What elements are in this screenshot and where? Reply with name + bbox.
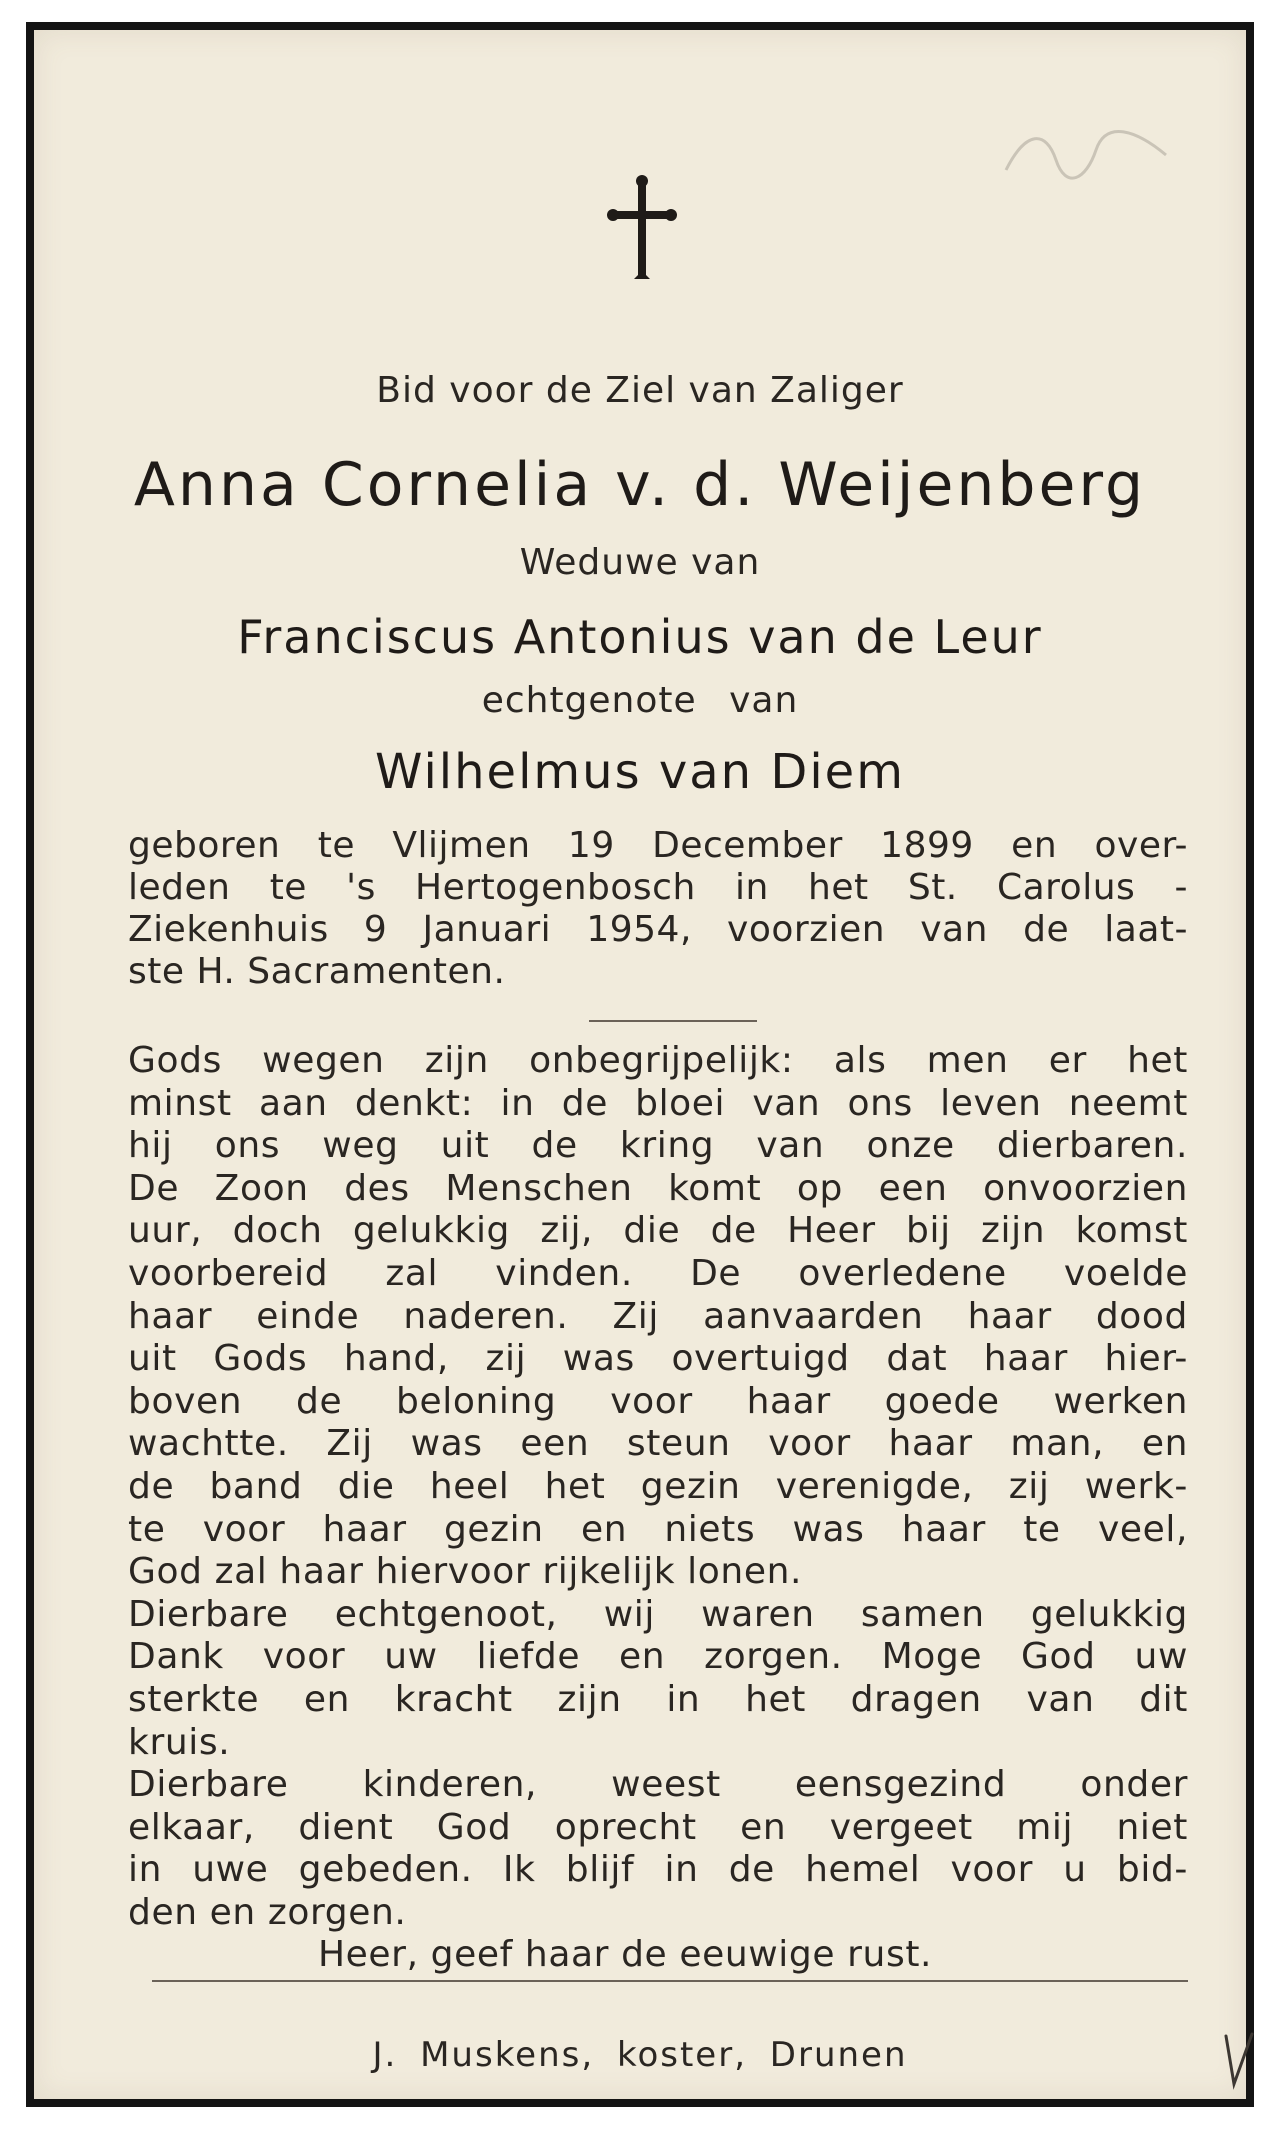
birth-death-line: Ziekenhuis 9 Januari 1954, voorzien van de laat- xyxy=(128,909,1188,950)
text-line: Gods wegen zijn onbegrijpelijk: als men er het xyxy=(128,1040,1188,1081)
text-line: kruis. xyxy=(128,1721,231,1763)
text-line: uit Gods hand, zij was overtuigd dat haar hier- xyxy=(128,1338,1188,1380)
text-line: den en zorgen. xyxy=(128,1891,407,1933)
text-line: haar einde naderen. Zij aanvaarden haar dood xyxy=(128,1295,1188,1337)
birth-death-line: geboren te Vlijmen 19 December 1899 en over- xyxy=(128,825,1188,866)
closing-prayer: Heer, geef haar de eeuwige rust. xyxy=(318,1934,933,1976)
cross-icon xyxy=(607,175,677,285)
printer-credit: J. Muskens, koster, Drunen xyxy=(372,2035,908,2075)
text-line: De Zoon des Menschen komt op een onvoorzien xyxy=(128,1167,1188,1209)
text-line: Dierbare kinderen, weest eensgezind onder xyxy=(128,1764,1188,1806)
text-line: sterkte en kracht zijn in het dragen van dit xyxy=(128,1678,1188,1720)
birth-death-paragraph xyxy=(128,825,1188,993)
text-line: de band die heel het gezin verenigde, zij werk- xyxy=(128,1465,1188,1507)
birth-death-line: leden te 's Hertogenbosch in het St. Carolus - xyxy=(128,867,1188,908)
deceased-name: Anna Cornelia v. d. Weijenberg xyxy=(133,450,1147,520)
text-line: wachtte. Zij was een steun voor haar man, en xyxy=(128,1423,1188,1465)
pencil-scribble-icon xyxy=(996,110,1176,190)
widow-of-label: Weduwe van xyxy=(519,542,761,583)
spouse-of-label: echtgenote van xyxy=(481,680,799,721)
text-line: te voor haar gezin en niets was haar te veel, xyxy=(128,1508,1188,1550)
card-content xyxy=(34,30,1246,2099)
text-line: hij ons weg uit de kring van onze dierbaren. xyxy=(128,1125,1188,1167)
text-line: Dank voor uw liefde en zorgen. Moge God uw xyxy=(128,1636,1188,1678)
memorial-text xyxy=(128,1040,1188,1977)
footer-divider xyxy=(152,1980,1188,1982)
second-husband-name: Wilhelmus van Diem xyxy=(375,744,905,800)
text-line: God zal haar hiervoor rijkelijk lonen. xyxy=(128,1551,803,1593)
text-line: elkaar, dient God oprecht en vergeet mij niet xyxy=(128,1806,1188,1848)
first-husband-name: Franciscus Antonius van de Leur xyxy=(237,610,1043,664)
text-line: Dierbare echtgenoot, wij waren samen gelukkig xyxy=(128,1593,1188,1635)
text-line: boven de beloning voor haar goede werken xyxy=(128,1380,1188,1422)
text-line: in uwe gebeden. Ik blijf in de hemel voor u bid- xyxy=(128,1849,1188,1891)
text-line: uur, doch gelukkig zij, die de Heer bij zijn komst xyxy=(128,1210,1188,1252)
text-line: minst aan denkt: in de bloei van ons leven neemt xyxy=(128,1082,1188,1124)
intro-line: Bid voor de Ziel van Zaliger xyxy=(376,370,904,411)
short-divider xyxy=(589,1020,757,1022)
memorial-card xyxy=(26,22,1254,2107)
birth-death-line: ste H. Sacramenten. xyxy=(128,951,506,992)
text-line: voorbereid zal vinden. De overledene voelde xyxy=(128,1252,1188,1294)
pencil-check-mark xyxy=(1222,2030,1256,2090)
